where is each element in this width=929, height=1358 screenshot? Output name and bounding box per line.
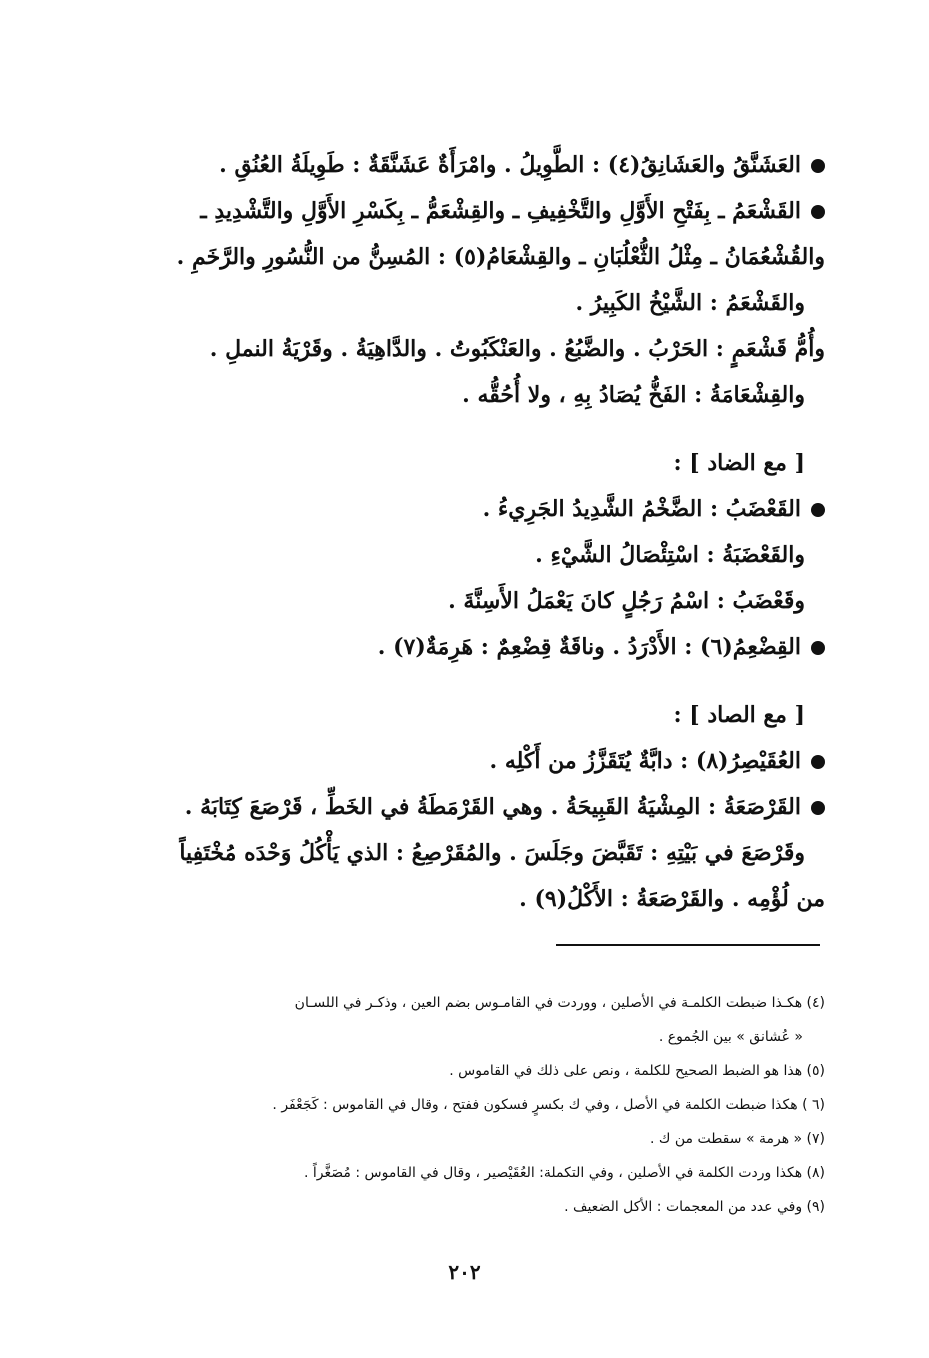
section-heading-saad: [ مع الصاد ] : [673, 702, 805, 728]
entry-line: وقَعْضَبُ : اسْمُ رَجُلٍ كانَ يَعْمَلُ الأَسِنَّةَ . [448, 588, 805, 614]
main-text [105, 142, 825, 922]
entry-line: وأُمُّ قَشْعَمٍ : الحَرْبُ . والضَّبُعُ . والعَنْكَبُوتُ . والدَّاهِيَةُ . وقَرْيَةُ النملِ . [209, 336, 825, 362]
entry-line: العُقَيْصِرُ(٨) : دابَّةٌ يُتَقَزَّزُ من أَكْلِه . [105, 738, 825, 784]
footnote: (٥) هذا هو الضبط الصحيح للكلمة ، ونص على ذلك في القاموس . [449, 1063, 825, 1079]
bullet-icon [811, 755, 825, 769]
footnote: (٤) هكـذا ضبطت الكلمـة في الأصلين ، ووردت في القامـوس بضم العين ، وذكـر في اللسـان [294, 995, 825, 1011]
entry-line: العَشَنَّقُ والعَشَانِقُ(٤) : الطَّوِيلُ . وامْرَأَةٌ عَشَنَّقَةٌ : طَوِيلَةُ العُنُقِ . [105, 142, 825, 188]
entry-line: والقَعْضَبَةُ : اسْتِئْصَالُ الشَّيْءِ . [535, 542, 805, 568]
entry-line: والقُشْعُمَانُ ـ مِثْلُ الثُّعْلُبَانِ ـ والقِشْعَامُ(٥) : المُسِنُّ من النُّسُورِ والرَّخَمِ . [176, 244, 825, 270]
entry-line: القِضْعِمُ(٦) : الأَدْرَدُ . وناقَةٌ قِضْعِمٌ : هَرِمَةٌ(٧) . [105, 624, 825, 670]
footnote: (٦ ) هكذا ضبطت الكلمة في الأصل ، وفي ك بكسرٍ فسكون ففتح ، وقال في القاموس : كَجَعْفَر . [272, 1097, 825, 1113]
bullet-icon [811, 641, 825, 655]
entry-line: القَشْعَمُ ـ بِفَتْحِ الأَوَّلِ والتَّخْفِيفِ ـ والقِشْعَمُّ ـ بِكَسْرِ الأَوَّلِ والتَّشْدِيدِ ـ [105, 188, 825, 234]
footnote-divider [556, 944, 820, 946]
entry-line: والقِشْعَامَةُ : الفَخُّ يُصَادُ بِهِ ، ولا أُحُقُّه . [462, 382, 805, 408]
bullet-icon [811, 801, 825, 815]
footnotes [103, 986, 825, 1224]
footnote: (٨) هكذا وردت الكلمة في الأصلين ، وفي التكملة: العُقَيْصير ، وقال في القاموس : مُصَغَّراً . [304, 1165, 825, 1181]
footnote: (٧) « هرمة » سقطت من ك . [649, 1131, 825, 1147]
footnote-continuation: « عُشانق » بين الجُموع . [658, 1029, 803, 1045]
page-number: ٢٠٢ [448, 1260, 481, 1284]
entry-line: القَعْضَبُ : الضَّخْمُ الشَّدِيدُ الجَرِيءُ . [105, 486, 825, 532]
bullet-icon [811, 503, 825, 517]
entry-line: وقَرْصَعَ في بَيْتِهِ : تَقَبَّضَ وجَلَسَ . والمُقَرْصِعُ : الذي يَأْكُلُ وَحْدَه مُخْتَفِياً [179, 840, 805, 866]
entry-line: والقَشْعَمُ : الشَّيْخُ الكَبِيرُ . [575, 290, 805, 316]
footnote: (٩) وفي عدد من المعجمات : الأكل الضعيف . [564, 1199, 825, 1215]
bullet-icon [811, 159, 825, 173]
entry-line: من لُؤْمِه . والقَرْصَعَةُ : الأَكْلُ(٩) . [519, 886, 825, 912]
entry-line: القَرْصَعَةُ : المِشْيَةُ القَبِيحَةُ . وهي القَرْمَطَةُ في الخَطِّ ، قَرْصَعَ كِتَابَهُ . [105, 784, 825, 830]
section-heading-daad: [ مع الضاد ] : [673, 450, 805, 476]
bullet-icon [811, 205, 825, 219]
